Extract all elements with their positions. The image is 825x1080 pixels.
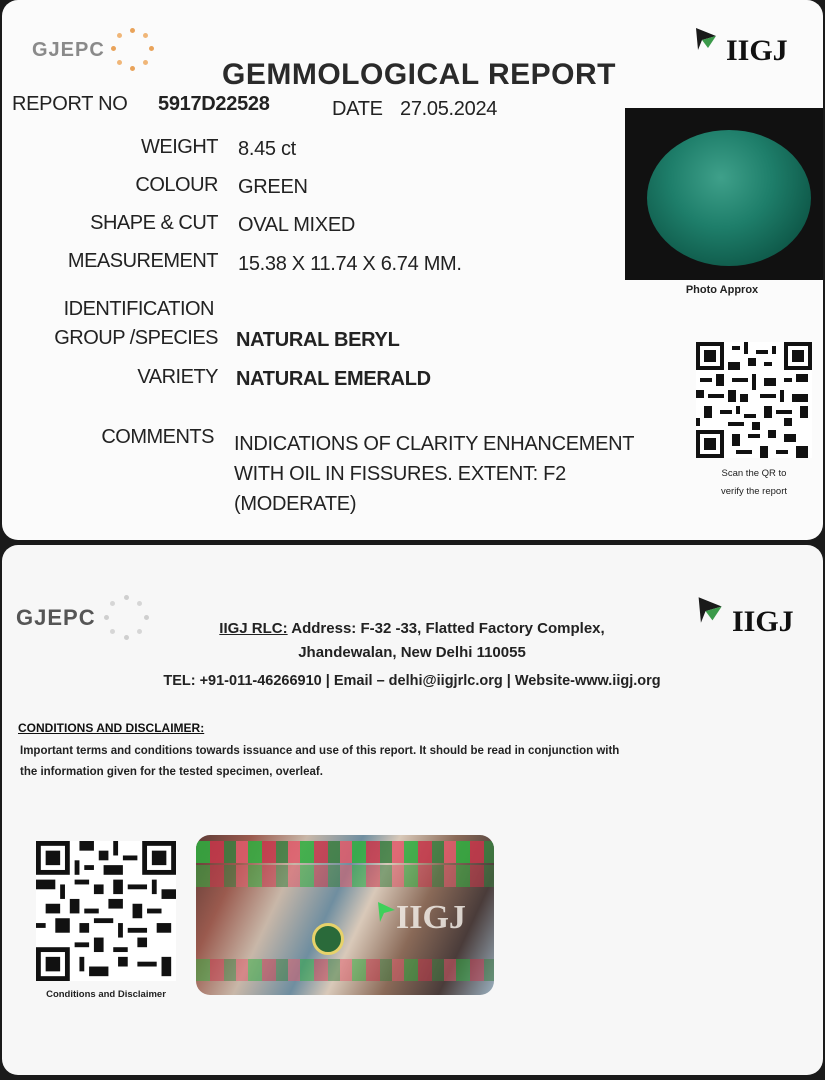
hologram-strip (196, 841, 494, 863)
hologram-logo-text: IIGJ (396, 899, 466, 936)
report-no-value: 5917D22528 (158, 93, 270, 115)
colour-label: COLOUR (135, 174, 218, 196)
conditions-line: Important terms and conditions towards issuance and use of this report. It should be read in conjunction with (20, 745, 620, 757)
gjepc-sun-icon (104, 595, 150, 641)
qr-caption-line: verify the report (721, 486, 787, 497)
report-back-card (2, 545, 823, 1075)
qr-caption (686, 465, 822, 501)
qr-pattern (696, 342, 812, 458)
iigj-logo-text: IIGJ (732, 605, 794, 638)
date-value: 27.05.2024 (400, 98, 498, 120)
address-block (152, 617, 672, 665)
hologram-sticker (196, 835, 494, 995)
hologram-strip (196, 865, 494, 887)
report-title: GEMMOLOGICAL REPORT (222, 58, 616, 91)
date-label: DATE (332, 98, 383, 120)
iigj-arrow-icon (694, 595, 724, 625)
verify-qr-code[interactable] (696, 342, 812, 458)
comments-value (234, 429, 634, 519)
gjepc-logo-text: GJEPC (32, 38, 105, 61)
iigj-logo-back (686, 593, 816, 643)
comments-line: WITH OIL IN FISSURES. EXTENT: F2 (234, 463, 566, 485)
report-front-card (2, 0, 823, 540)
contact-line: TEL: +91-011-46266910 | Email – delhi@iigjrlc.org | Website-www.iigj.org (163, 673, 661, 689)
qr-pattern (36, 841, 176, 981)
address-label: IIGJ RLC: (219, 620, 288, 637)
conditions-line: the information given for the tested specimen, overleaf. (20, 766, 323, 778)
gem-photo (625, 108, 823, 280)
disclaimer-qr-code[interactable] (36, 841, 176, 981)
hologram-emblem-icon (312, 923, 344, 955)
conditions-text (20, 741, 810, 783)
qr-caption-back: Conditions and Disclaimer (46, 989, 166, 1000)
conditions-heading: CONDITIONS AND DISCLAIMER: (18, 721, 205, 735)
measurement-label: MEASUREMENT (67, 250, 218, 272)
weight-label: WEIGHT (141, 136, 218, 158)
emerald-gem-image (647, 130, 811, 266)
iigj-arrow-icon (692, 26, 718, 52)
hologram-arrow-icon (376, 901, 396, 923)
address-line-1 (152, 617, 672, 641)
iigj-logo-text: IIGJ (726, 34, 788, 67)
address-street: Address: F-32 -33, Flatted Factory Complex, (291, 620, 605, 637)
report-no-label: REPORT NO (12, 93, 128, 115)
photo-caption: Photo Approx (685, 284, 759, 296)
qr-caption-line: Scan the QR to (721, 468, 787, 479)
iigj-logo (692, 24, 812, 74)
measurement-value: 15.38 X 11.74 X 6.74 MM. (238, 253, 462, 275)
identification-label: IDENTIFICATION (63, 298, 214, 320)
hologram-strip (196, 959, 494, 981)
comments-label: COMMENTS (101, 426, 214, 448)
shape-cut-value: OVAL MIXED (238, 214, 356, 236)
address-line-2: Jhandewalan, New Delhi 110055 (298, 644, 526, 661)
shape-cut-label: SHAPE & CUT (90, 212, 218, 234)
gjepc-logo-back (16, 595, 150, 641)
comments-line: INDICATIONS OF CLARITY ENHANCEMENT (234, 433, 635, 455)
comments-line: (MODERATE) (234, 493, 357, 515)
gjepc-logo (32, 28, 155, 72)
weight-value: 8.45 ct (238, 138, 296, 160)
gjepc-logo-text: GJEPC (16, 605, 96, 630)
variety-value: NATURAL EMERALD (236, 368, 431, 390)
group-species-label: GROUP /SPECIES (54, 327, 218, 349)
gjepc-sun-icon (111, 28, 155, 72)
variety-label: VARIETY (137, 366, 218, 388)
group-species-value: NATURAL BERYL (236, 329, 400, 351)
colour-value: GREEN (238, 176, 308, 198)
